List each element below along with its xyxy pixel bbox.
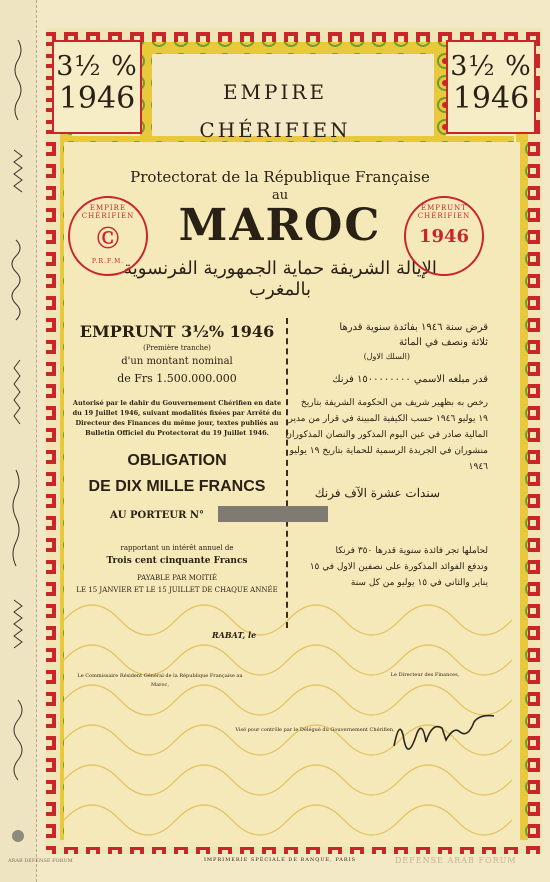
left-stub: [0, 0, 37, 882]
rate-box-right: [446, 40, 536, 134]
arabic-line: قدر مبلغه الاسمي ١٥٠٠٠٠٠٠٠٠ فرنك: [332, 374, 488, 385]
rate-box-left: [52, 40, 142, 134]
country-title: MAROC: [178, 200, 382, 251]
decree-text: Autorisé par le dahir du Gouvernement Chérifien en date du 19 Juillet 1946, suivant modalités fixées par Arrêté du Directeur des Finances du même jour, textes publiés au Bulletin Officiel du Protectorat du 19 Juillet 1946.: [72, 399, 282, 437]
watermark: DEFENSE ARAB FORUM: [395, 856, 517, 865]
loan-title: EMPRUNT 3½% 1946: [79, 322, 275, 341]
obligation-value: DE DIX MILLE FRANCS: [88, 478, 266, 495]
heading-empire: EMPIRE: [222, 80, 328, 104]
obligation-title: OBLIGATION: [127, 452, 227, 469]
rate-year: 1946: [58, 81, 136, 116]
interest-amount: Trois cent cinquante Francs: [106, 556, 248, 566]
nominal-amount: de Frs 1.500.000.000: [117, 372, 237, 385]
protectorate-line: Protectorat de la République Française: [130, 168, 430, 186]
director-label: Le Directeur des Finances,: [390, 672, 460, 678]
rate-text: 3½ %: [450, 51, 532, 82]
arabic-line: لحاملها تجر فائدة سنوية قدرها ٣٥٠ فرنكا: [335, 546, 488, 556]
interest-label: rapportant un intérêt annuel de: [120, 544, 234, 552]
arabic-line: رخص به بظهير شريف من الحكومة الشريفة بتاريخ: [300, 398, 488, 408]
signature: [390, 708, 500, 762]
arabic-line: ثلاثة ونصف في المائة: [399, 337, 488, 348]
stub-handwriting: [0, 0, 36, 882]
payment-dates: LE 15 JANVIER ET LE 15 JUILLET DE CHAQUE ANNÉE: [76, 586, 278, 594]
bearer-label: AU PORTEUR N°: [110, 510, 205, 521]
arabic-line: وتدفع الفوائد المذكورة على نصفين الاول في ١٥: [309, 562, 488, 572]
arabic-line: ١٩ يوليو ١٩٤٦ حسب الكيفية المبينة في قرار من مدير: [288, 414, 488, 424]
seal-left-bottom: P.R.F.M.: [91, 258, 125, 265]
arabic-line: يناير والثاني في ١٥ يوليو من كل سنة: [350, 578, 488, 588]
center-divider: [286, 318, 288, 628]
seal-right: [404, 196, 484, 276]
nominal-label: d'un montant nominal: [121, 356, 233, 367]
rate-year: 1946: [452, 81, 530, 116]
payable-label: PAYABLE PAR MOITIÉ: [137, 574, 217, 582]
seal-monogram-icon: Ⓒ: [96, 226, 119, 252]
arabic-line: سندات عشرة الآف فرنك: [314, 486, 440, 500]
serial-number-redacted: [218, 506, 328, 522]
au-line: au: [271, 188, 289, 203]
place-date: RABAT, le: [212, 630, 257, 640]
arabic-line: (السلك الاول): [363, 352, 410, 361]
printer-imprint: IMPRIMERIE SPÉCIALE DE BANQUE, PARIS: [203, 857, 357, 863]
arabic-line: ١٩٤٦: [468, 462, 488, 472]
arabic-title: الإيالة الشريفة حماية الجمهورية الفرنسوية بالمغرب: [123, 258, 437, 300]
arabic-line: المالية صادر في عين اليوم المذكور والنصان المذكوران: [285, 430, 488, 440]
tranche: (Première tranche): [143, 344, 211, 352]
seal-left-top: EMPIRE CHÉRIFIEN: [81, 204, 135, 220]
rate-text: 3½ %: [56, 51, 138, 82]
arabic-line: منشوران في الجريدة الرسمية للحماية بتاريخ ١٩ يوليو: [289, 446, 488, 456]
commissaire-label: Le Commissaire Résident Général de la République Française au Maroc,: [77, 673, 243, 688]
watermark-small: ARAB DEFENSE FORUM: [8, 858, 73, 864]
seal-right-top: EMPRUNT CHÉRIFIEN: [417, 204, 471, 220]
seal-left: [68, 196, 148, 276]
seal-right-year: 1946: [418, 226, 470, 247]
heading-cherifien: CHÉRIFIEN: [199, 118, 351, 142]
visa-label: Visé pour contrôle par le Délégué du Gouvernement Chérifien,: [235, 727, 395, 733]
arabic-line: قرض سنة ١٩٤٦ بفائدة سنوية قدرها: [339, 322, 488, 333]
